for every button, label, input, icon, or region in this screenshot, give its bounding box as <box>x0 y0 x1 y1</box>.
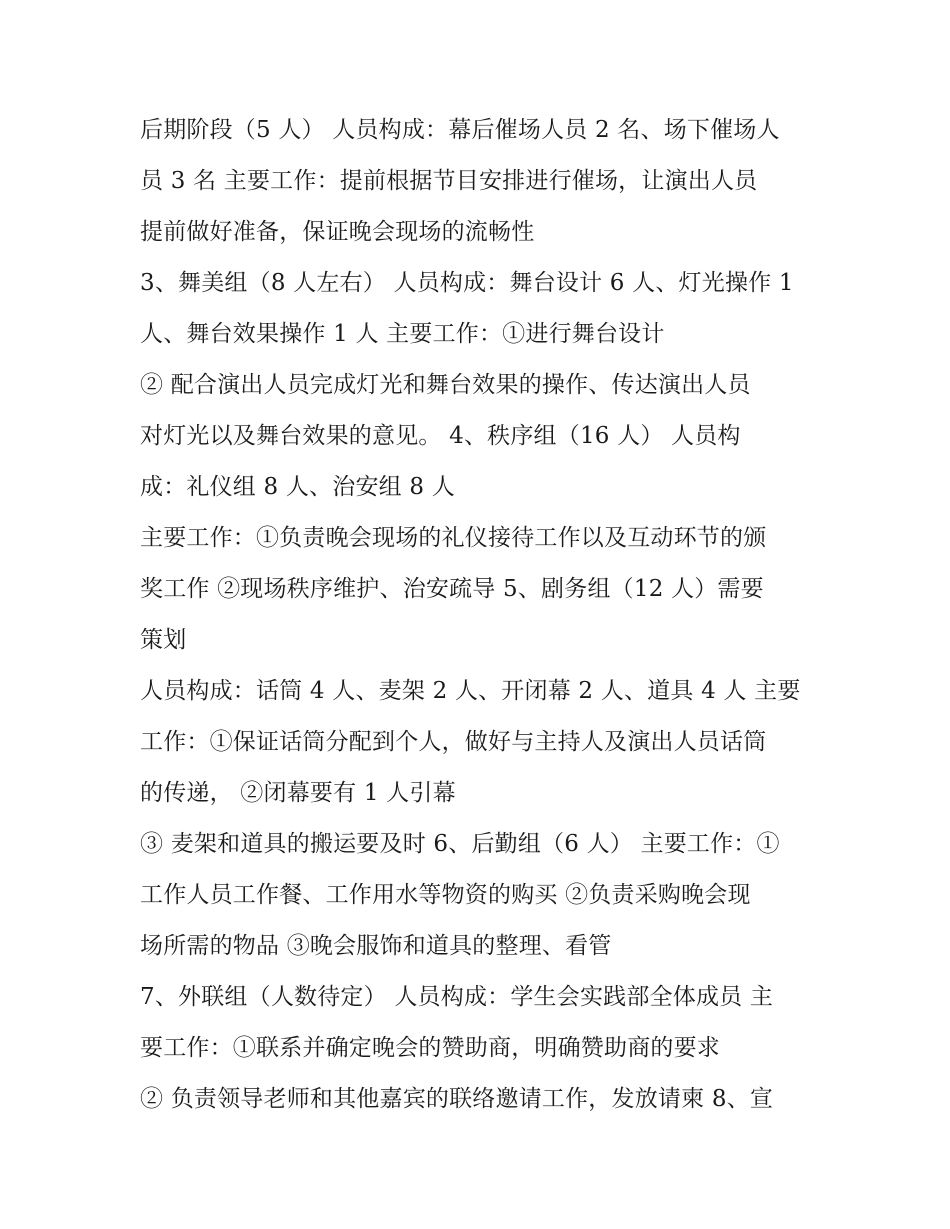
text-line: 主要工作：①负责晚会现场的礼仪接待工作以及互动环节的颁 <box>140 525 767 551</box>
document-body <box>140 105 820 1125</box>
text-line: 3、舞美组（8 人左右） 人员构成：舞台设计 6 人、灯光操作 1 <box>140 270 794 296</box>
text-line: ③ 麦架和道具的搬运要及时 6、后勤组（6 人） 主要工作：① <box>140 831 780 857</box>
text-line: 成：礼仪组 8 人、治安组 8 人 <box>140 474 455 500</box>
text-line: 7、外联组（人数待定） 人员构成：学生会实践部全体成员 主 <box>140 984 774 1010</box>
text-line: 后期阶段（5 人） 人员构成：幕后催场人员 2 名、场下催场人 <box>140 117 780 143</box>
text-line: 人员构成：话筒 4 人、麦架 2 人、开闭幕 2 人、道具 4 人 主要 <box>140 678 801 704</box>
text-line: 对灯光以及舞台效果的意见。 4、秩序组（16 人） 人员构 <box>140 423 741 449</box>
text-line: 提前做好准备，保证晚会现场的流畅性 <box>140 219 535 245</box>
text-line: ② 配合演出人员完成灯光和舞台效果的操作、传达演出人员 <box>140 372 751 398</box>
text-line: 工作人员工作餐、工作用水等物资的购买 ②负责采购晚会现 <box>140 882 751 908</box>
text-line: 奖工作 ②现场秩序维护、治安疏导 5、剧务组（12 人）需要 <box>140 576 764 602</box>
text-line: 要工作：①联系并确定晚会的赞助商，明确赞助商的要求 <box>140 1035 720 1061</box>
text-line: 人、舞台效果操作 1 人 主要工作：①进行舞台设计 <box>140 321 665 347</box>
text-line: 员 3 名 主要工作：提前根据节目安排进行催场，让演出人员 <box>140 168 758 194</box>
text-line: 的传递， ②闭幕要有 1 人引幕 <box>140 780 456 806</box>
text-line: 场所需的物品 ③晚会服饰和道具的整理、看管 <box>140 933 612 959</box>
text-line: ② 负责领导老师和其他嘉宾的联络邀请工作，发放请柬 8、宣 <box>140 1086 774 1112</box>
text-line: 策划 <box>140 627 187 653</box>
text-line: 工作：①保证话筒分配到个人，做好与主持人及演出人员话筒 <box>140 729 767 755</box>
